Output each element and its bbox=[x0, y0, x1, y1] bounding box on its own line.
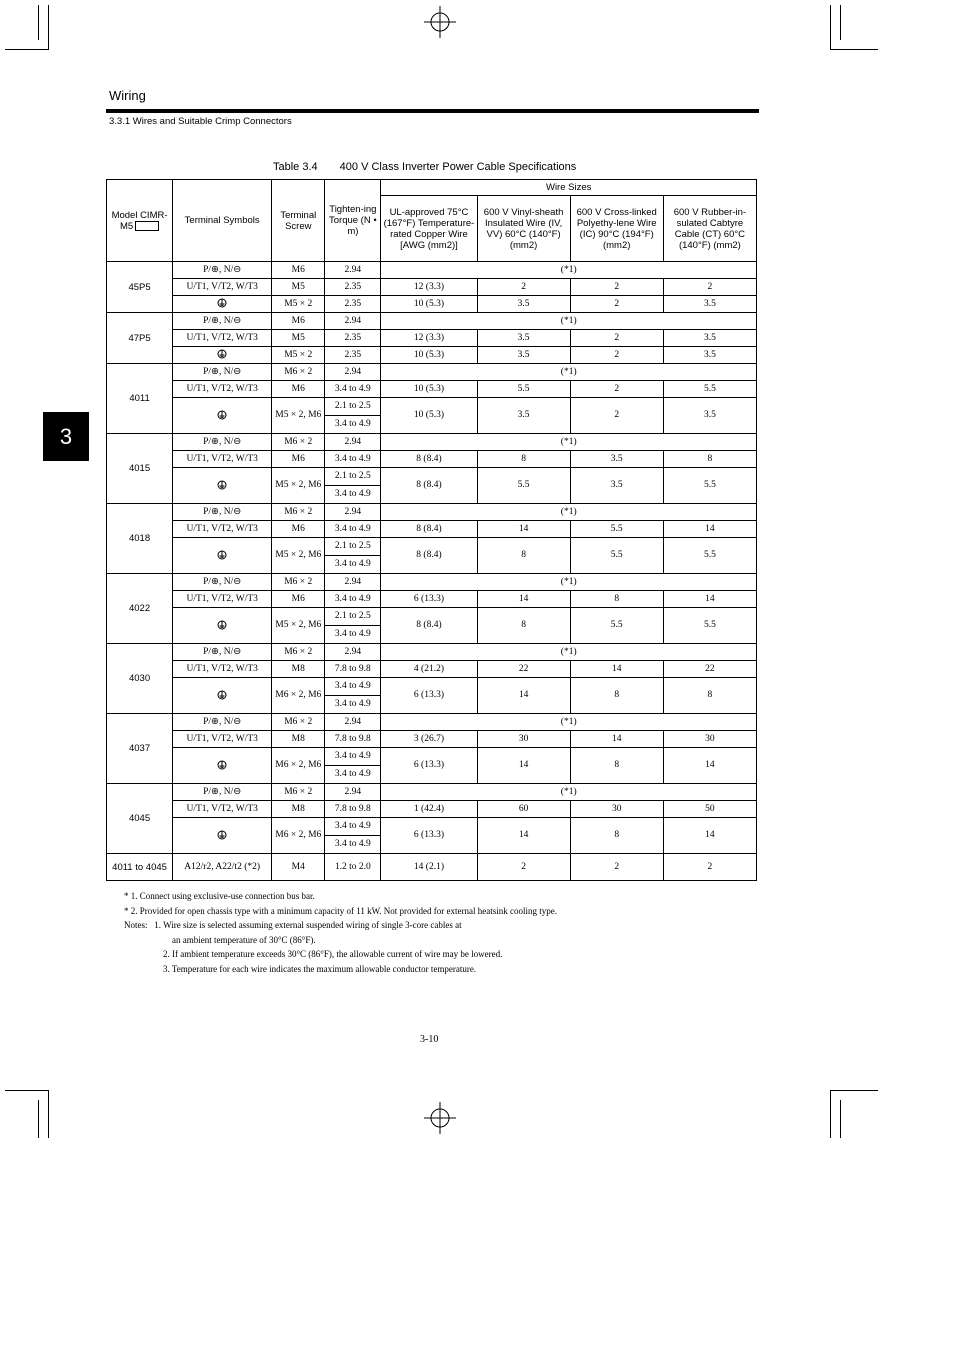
crop-mark bbox=[5, 1090, 48, 1091]
crop-mark bbox=[840, 1100, 841, 1138]
torque-cell: 2.35 bbox=[325, 347, 381, 364]
page-number: 3-10 bbox=[420, 1034, 439, 1045]
ul-wire-cell: 8 (8.4) bbox=[381, 468, 477, 504]
torque-value-b: 3.4 to 4.9 bbox=[334, 839, 371, 849]
table-row bbox=[107, 661, 757, 678]
vinyl-wire-cell: 60 bbox=[477, 801, 570, 818]
table-row bbox=[107, 748, 757, 784]
cross-wire-cell: 2 bbox=[570, 398, 663, 434]
table-row bbox=[107, 784, 757, 801]
model-cell: 4011 bbox=[107, 364, 173, 434]
torque-value-a: 2.1 to 2.5 bbox=[325, 398, 380, 416]
ul-wire-cell: 3 (26.7) bbox=[381, 731, 477, 748]
terminal-symbol-dc: P/⊕, N/⊖ bbox=[173, 574, 272, 591]
model-cell: 47P5 bbox=[107, 313, 173, 364]
rubber-wire-cell: 5.5 bbox=[663, 381, 756, 398]
table-row bbox=[107, 678, 757, 714]
header-terminal-symbols: Terminal Symbols bbox=[173, 180, 272, 262]
cross-wire-cell: 2 bbox=[570, 854, 663, 881]
terminal-screw-cell: M5 × 2, M6 bbox=[272, 538, 325, 574]
torque-cell: 2.94 bbox=[325, 574, 381, 591]
header-wire-sizes: Wire Sizes bbox=[381, 180, 757, 196]
rubber-wire-cell: 2 bbox=[663, 854, 756, 881]
footnotes bbox=[124, 889, 557, 976]
torque-value-a: 2.1 to 2.5 bbox=[325, 468, 380, 486]
model-cell: 4030 bbox=[107, 644, 173, 714]
crop-mark bbox=[830, 1090, 878, 1091]
rubber-wire-cell: 14 bbox=[663, 818, 756, 854]
wire-size-note-cell: (*1) bbox=[381, 364, 757, 381]
rubber-wire-cell: 30 bbox=[663, 731, 756, 748]
terminal-screw-cell: M6 bbox=[272, 451, 325, 468]
terminal-symbol-dc: P/⊕, N/⊖ bbox=[173, 434, 272, 451]
torque-cell bbox=[325, 818, 381, 854]
table-row bbox=[107, 381, 757, 398]
header-cross: 600 V Cross-linked Polyethy-lene Wire (IC) 90°C (194°F) (mm2) bbox=[570, 196, 663, 262]
terminal-symbol-ac: U/T1, V/T2, W/T3 bbox=[173, 801, 272, 818]
ground-icon bbox=[217, 410, 227, 420]
ul-wire-cell: 1 (42.4) bbox=[381, 801, 477, 818]
torque-value-a: 2.1 to 2.5 bbox=[325, 538, 380, 556]
terminal-screw-cell: M4 bbox=[272, 854, 325, 881]
terminal-symbol-ground bbox=[173, 398, 272, 434]
chapter-tab: 3 bbox=[43, 412, 89, 461]
table-row bbox=[107, 313, 757, 330]
table-row bbox=[107, 538, 757, 574]
torque-cell: 2.35 bbox=[325, 296, 381, 313]
vinyl-wire-cell: 14 bbox=[477, 678, 570, 714]
ul-wire-cell: 6 (13.3) bbox=[381, 591, 477, 608]
terminal-symbol-dc: P/⊕, N/⊖ bbox=[173, 504, 272, 521]
cross-wire-cell: 3.5 bbox=[570, 451, 663, 468]
table-row bbox=[107, 591, 757, 608]
crop-mark bbox=[5, 49, 48, 50]
ground-icon bbox=[217, 299, 227, 309]
terminal-symbol-dc: P/⊕, N/⊖ bbox=[173, 262, 272, 279]
wire-size-note-cell: (*1) bbox=[381, 574, 757, 591]
torque-value-b: 3.4 to 4.9 bbox=[334, 489, 371, 499]
torque-value-a: 2.1 to 2.5 bbox=[325, 608, 380, 626]
terminal-screw-cell: M6 bbox=[272, 313, 325, 330]
terminal-screw-cell: M8 bbox=[272, 661, 325, 678]
vinyl-wire-cell: 3.5 bbox=[477, 296, 570, 313]
table-row bbox=[107, 854, 757, 881]
terminal-symbol-ac: U/T1, V/T2, W/T3 bbox=[173, 451, 272, 468]
terminal-screw-cell: M5 × 2 bbox=[272, 296, 325, 313]
torque-cell: 3.4 to 4.9 bbox=[325, 521, 381, 538]
terminal-symbol-dc: P/⊕, N/⊖ bbox=[173, 644, 272, 661]
model-cell: 4037 bbox=[107, 714, 173, 784]
table-row bbox=[107, 468, 757, 504]
vinyl-wire-cell: 3.5 bbox=[477, 330, 570, 347]
terminal-screw-cell: M5 × 2, M6 bbox=[272, 608, 325, 644]
header-model: Model CIMR-M5 bbox=[107, 180, 173, 262]
torque-cell: 2.94 bbox=[325, 313, 381, 330]
cable-spec-table bbox=[106, 179, 757, 881]
table-caption bbox=[273, 161, 576, 173]
terminal-screw-cell: M6 × 2 bbox=[272, 504, 325, 521]
ul-wire-cell: 14 (2.1) bbox=[381, 854, 477, 881]
cross-wire-cell: 8 bbox=[570, 748, 663, 784]
terminal-screw-cell: M6 × 2 bbox=[272, 714, 325, 731]
torque-cell: 2.35 bbox=[325, 330, 381, 347]
vinyl-wire-cell: 14 bbox=[477, 748, 570, 784]
table-row bbox=[107, 330, 757, 347]
terminal-screw-cell: M6 × 2, M6 bbox=[272, 748, 325, 784]
footnote-1: * 1. Connect using exclusive-use connection bus bar. bbox=[124, 891, 315, 901]
torque-value-b: 3.4 to 4.9 bbox=[334, 629, 371, 639]
registration-mark bbox=[424, 1102, 456, 1134]
cross-wire-cell: 5.5 bbox=[570, 538, 663, 574]
cross-wire-cell: 2 bbox=[570, 381, 663, 398]
terminal-symbol-dc: P/⊕, N/⊖ bbox=[173, 313, 272, 330]
ground-icon bbox=[217, 480, 227, 490]
terminal-screw-cell: M6 bbox=[272, 381, 325, 398]
rubber-wire-cell: 50 bbox=[663, 801, 756, 818]
torque-cell bbox=[325, 678, 381, 714]
ul-wire-cell: 8 (8.4) bbox=[381, 451, 477, 468]
ul-wire-cell: 6 (13.3) bbox=[381, 748, 477, 784]
rubber-wire-cell: 5.5 bbox=[663, 538, 756, 574]
header-rule bbox=[106, 109, 759, 113]
crop-mark bbox=[830, 5, 831, 50]
vinyl-wire-cell: 5.5 bbox=[477, 381, 570, 398]
ul-wire-cell: 10 (5.3) bbox=[381, 398, 477, 434]
table-row bbox=[107, 818, 757, 854]
ground-icon bbox=[217, 690, 227, 700]
crop-mark bbox=[840, 5, 841, 40]
terminal-screw-cell: M6 × 2 bbox=[272, 784, 325, 801]
ul-wire-cell: 4 (21.2) bbox=[381, 661, 477, 678]
rubber-wire-cell: 14 bbox=[663, 748, 756, 784]
table-row bbox=[107, 296, 757, 313]
table-row bbox=[107, 262, 757, 279]
torque-value-a: 3.4 to 4.9 bbox=[325, 818, 380, 836]
footnote-2: * 2. Provided for open chassis type with a minimum capacity of 11 kW. Not provided for external heatsink cooling type. bbox=[124, 905, 557, 916]
torque-cell: 2.35 bbox=[325, 279, 381, 296]
table-row bbox=[107, 644, 757, 661]
ground-icon bbox=[217, 550, 227, 560]
terminal-screw-cell: M8 bbox=[272, 801, 325, 818]
table-row bbox=[107, 451, 757, 468]
header-rubber: 600 V Rubber-in-sulated Cabtyre Cable (CT) 60°C (140°F) (mm2) bbox=[663, 196, 756, 262]
model-cell: 45P5 bbox=[107, 262, 173, 313]
terminal-symbol-ac: U/T1, V/T2, W/T3 bbox=[173, 330, 272, 347]
cross-wire-cell: 2 bbox=[570, 347, 663, 364]
vinyl-wire-cell: 3.5 bbox=[477, 347, 570, 364]
torque-cell bbox=[325, 538, 381, 574]
cross-wire-cell: 14 bbox=[570, 661, 663, 678]
terminal-screw-cell: M5 bbox=[272, 279, 325, 296]
table-row bbox=[107, 347, 757, 364]
wire-size-note-cell: (*1) bbox=[381, 644, 757, 661]
crop-mark bbox=[48, 5, 49, 50]
terminal-symbol-ground bbox=[173, 468, 272, 504]
rubber-wire-cell: 14 bbox=[663, 521, 756, 538]
torque-cell: 3.4 to 4.9 bbox=[325, 451, 381, 468]
torque-cell: 2.94 bbox=[325, 644, 381, 661]
wire-size-note-cell: (*1) bbox=[381, 714, 757, 731]
torque-cell bbox=[325, 608, 381, 644]
header-ul: UL-approved 75°C (167°F) Temperature-rated Copper Wire [AWG (mm2)] bbox=[381, 196, 477, 262]
ul-wire-cell: 6 (13.3) bbox=[381, 678, 477, 714]
ground-icon bbox=[217, 830, 227, 840]
cross-wire-cell: 5.5 bbox=[570, 608, 663, 644]
note-1-cont: an ambient temperature of 30°C (86°F). bbox=[172, 934, 316, 945]
ul-wire-cell: 12 (3.3) bbox=[381, 279, 477, 296]
rubber-wire-cell: 8 bbox=[663, 678, 756, 714]
terminal-screw-cell: M6 × 2 bbox=[272, 574, 325, 591]
vinyl-wire-cell: 14 bbox=[477, 591, 570, 608]
terminal-symbol-dc: P/⊕, N/⊖ bbox=[173, 714, 272, 731]
torque-value-b: 3.4 to 4.9 bbox=[334, 419, 371, 429]
terminal-symbol-ac: U/T1, V/T2, W/T3 bbox=[173, 661, 272, 678]
ul-wire-cell: 8 (8.4) bbox=[381, 521, 477, 538]
terminal-symbol-ground bbox=[173, 818, 272, 854]
ul-wire-cell: 6 (13.3) bbox=[381, 818, 477, 854]
torque-cell: 7.8 to 9.8 bbox=[325, 801, 381, 818]
table-row bbox=[107, 801, 757, 818]
cross-wire-cell: 5.5 bbox=[570, 521, 663, 538]
ul-wire-cell: 10 (5.3) bbox=[381, 296, 477, 313]
torque-cell bbox=[325, 748, 381, 784]
ul-wire-cell: 8 (8.4) bbox=[381, 538, 477, 574]
terminal-symbol-ac: U/T1, V/T2, W/T3 bbox=[173, 521, 272, 538]
terminal-symbol-ground bbox=[173, 748, 272, 784]
ground-icon bbox=[217, 620, 227, 630]
vinyl-wire-cell: 5.5 bbox=[477, 468, 570, 504]
crop-mark bbox=[830, 49, 878, 50]
vinyl-wire-cell: 8 bbox=[477, 538, 570, 574]
terminal-symbol-ac: U/T1, V/T2, W/T3 bbox=[173, 731, 272, 748]
vinyl-wire-cell: 2 bbox=[477, 279, 570, 296]
table-row bbox=[107, 434, 757, 451]
cross-wire-cell: 30 bbox=[570, 801, 663, 818]
model-suffix-box bbox=[135, 221, 159, 231]
crop-mark bbox=[38, 1100, 39, 1138]
terminal-screw-cell: M6 × 2 bbox=[272, 364, 325, 381]
ul-wire-cell: 10 (5.3) bbox=[381, 347, 477, 364]
wire-size-note-cell: (*1) bbox=[381, 313, 757, 330]
table-row bbox=[107, 279, 757, 296]
terminal-symbol-ac: U/T1, V/T2, W/T3 bbox=[173, 591, 272, 608]
wire-size-note-cell: (*1) bbox=[381, 262, 757, 279]
vinyl-wire-cell: 30 bbox=[477, 731, 570, 748]
rubber-wire-cell: 8 bbox=[663, 451, 756, 468]
table-row bbox=[107, 398, 757, 434]
ul-wire-cell: 10 (5.3) bbox=[381, 381, 477, 398]
vinyl-wire-cell: 3.5 bbox=[477, 398, 570, 434]
table-row bbox=[107, 364, 757, 381]
cross-wire-cell: 3.5 bbox=[570, 468, 663, 504]
torque-cell: 3.4 to 4.9 bbox=[325, 381, 381, 398]
terminal-symbol-ground bbox=[173, 538, 272, 574]
table-row bbox=[107, 731, 757, 748]
terminal-symbol-dc: P/⊕, N/⊖ bbox=[173, 364, 272, 381]
crop-mark bbox=[48, 1090, 49, 1138]
vinyl-wire-cell: 22 bbox=[477, 661, 570, 678]
rubber-wire-cell: 14 bbox=[663, 591, 756, 608]
rubber-wire-cell: 5.5 bbox=[663, 468, 756, 504]
rubber-wire-cell: 3.5 bbox=[663, 398, 756, 434]
ul-wire-cell: 8 (8.4) bbox=[381, 608, 477, 644]
terminal-screw-cell: M6 × 2, M6 bbox=[272, 678, 325, 714]
terminal-screw-cell: M6 bbox=[272, 262, 325, 279]
torque-cell: 7.8 to 9.8 bbox=[325, 661, 381, 678]
model-cell: 4045 bbox=[107, 784, 173, 854]
torque-cell: 7.8 to 9.8 bbox=[325, 731, 381, 748]
vinyl-wire-cell: 2 bbox=[477, 854, 570, 881]
torque-value-b: 3.4 to 4.9 bbox=[334, 559, 371, 569]
terminal-screw-cell: M6 × 2 bbox=[272, 434, 325, 451]
rubber-wire-cell: 3.5 bbox=[663, 296, 756, 313]
terminal-screw-cell: M5 × 2, M6 bbox=[272, 468, 325, 504]
torque-value-b: 3.4 to 4.9 bbox=[334, 699, 371, 709]
header-vinyl: 600 V Vinyl-sheath Insulated Wire (IV, VV) 60°C (140°F) (mm2) bbox=[477, 196, 570, 262]
terminal-symbol-ground bbox=[173, 347, 272, 364]
note-1: Notes: 1. Wire size is selected assuming external suspended wiring of single 3-core cables at bbox=[124, 920, 462, 930]
crop-mark bbox=[38, 5, 39, 40]
terminal-screw-cell: M6 × 2, M6 bbox=[272, 818, 325, 854]
model-cell: 4022 bbox=[107, 574, 173, 644]
cross-wire-cell: 8 bbox=[570, 591, 663, 608]
torque-value-a: 3.4 to 4.9 bbox=[325, 748, 380, 766]
torque-cell: 2.94 bbox=[325, 504, 381, 521]
vinyl-wire-cell: 8 bbox=[477, 608, 570, 644]
vinyl-wire-cell: 14 bbox=[477, 818, 570, 854]
cross-wire-cell: 2 bbox=[570, 296, 663, 313]
terminal-screw-cell: M5 × 2 bbox=[272, 347, 325, 364]
cross-wire-cell: 2 bbox=[570, 330, 663, 347]
registration-mark bbox=[424, 6, 456, 38]
wire-size-note-cell: (*1) bbox=[381, 504, 757, 521]
rubber-wire-cell: 2 bbox=[663, 279, 756, 296]
terminal-symbol-ground bbox=[173, 678, 272, 714]
rubber-wire-cell: 3.5 bbox=[663, 347, 756, 364]
section-title: Wiring bbox=[109, 88, 146, 103]
terminal-symbol-ac: U/T1, V/T2, W/T3 bbox=[173, 279, 272, 296]
terminal-screw-cell: M5 × 2, M6 bbox=[272, 398, 325, 434]
subsection-title: 3.3.1 Wires and Suitable Crimp Connectors bbox=[109, 116, 292, 127]
terminal-symbol-control: A12/r2, A22/t2 (*2) bbox=[173, 854, 272, 881]
torque-cell: 2.94 bbox=[325, 434, 381, 451]
rubber-wire-cell: 22 bbox=[663, 661, 756, 678]
torque-cell: 2.94 bbox=[325, 262, 381, 279]
ground-icon bbox=[217, 350, 227, 360]
ground-icon bbox=[217, 760, 227, 770]
crop-mark bbox=[830, 1090, 831, 1138]
terminal-screw-cell: M6 bbox=[272, 591, 325, 608]
vinyl-wire-cell: 8 bbox=[477, 451, 570, 468]
model-cell: 4018 bbox=[107, 504, 173, 574]
terminal-screw-cell: M8 bbox=[272, 731, 325, 748]
model-cell: 4011 to 4045 bbox=[107, 854, 173, 881]
wire-size-note-cell: (*1) bbox=[381, 784, 757, 801]
ul-wire-cell: 12 (3.3) bbox=[381, 330, 477, 347]
model-cell: 4015 bbox=[107, 434, 173, 504]
torque-cell bbox=[325, 398, 381, 434]
terminal-symbol-ground bbox=[173, 296, 272, 313]
table-title: 400 V Class Inverter Power Cable Specifications bbox=[339, 161, 577, 173]
table-row bbox=[107, 504, 757, 521]
header-terminal-screw: Terminal Screw bbox=[272, 180, 325, 262]
table-row bbox=[107, 574, 757, 591]
torque-cell: 2.94 bbox=[325, 364, 381, 381]
table-row bbox=[107, 608, 757, 644]
cross-wire-cell: 14 bbox=[570, 731, 663, 748]
terminal-symbol-ac: U/T1, V/T2, W/T3 bbox=[173, 381, 272, 398]
torque-cell: 1.2 to 2.0 bbox=[325, 854, 381, 881]
terminal-symbol-dc: P/⊕, N/⊖ bbox=[173, 784, 272, 801]
vinyl-wire-cell: 14 bbox=[477, 521, 570, 538]
torque-value-a: 3.4 to 4.9 bbox=[325, 678, 380, 696]
terminal-screw-cell: M5 bbox=[272, 330, 325, 347]
torque-cell: 2.94 bbox=[325, 714, 381, 731]
rubber-wire-cell: 5.5 bbox=[663, 608, 756, 644]
terminal-screw-cell: M6 × 2 bbox=[272, 644, 325, 661]
cross-wire-cell: 8 bbox=[570, 818, 663, 854]
torque-cell: 3.4 to 4.9 bbox=[325, 591, 381, 608]
table-row bbox=[107, 714, 757, 731]
table-number: Table 3.4 bbox=[273, 161, 318, 173]
note-2: 2. If ambient temperature exceeds 30°C (86°F), the allowable current of wire may be lowered. bbox=[163, 949, 503, 959]
header-torque: Tighten-ing Torque (N • m) bbox=[325, 180, 381, 262]
torque-value-b: 3.4 to 4.9 bbox=[334, 769, 371, 779]
cross-wire-cell: 8 bbox=[570, 678, 663, 714]
rubber-wire-cell: 3.5 bbox=[663, 330, 756, 347]
wire-size-note-cell: (*1) bbox=[381, 434, 757, 451]
torque-cell: 2.94 bbox=[325, 784, 381, 801]
cross-wire-cell: 2 bbox=[570, 279, 663, 296]
terminal-screw-cell: M6 bbox=[272, 521, 325, 538]
note-3: 3. Temperature for each wire indicates the maximum allowable conductor temperature. bbox=[163, 963, 477, 974]
torque-cell bbox=[325, 468, 381, 504]
terminal-symbol-ground bbox=[173, 608, 272, 644]
table-row bbox=[107, 521, 757, 538]
